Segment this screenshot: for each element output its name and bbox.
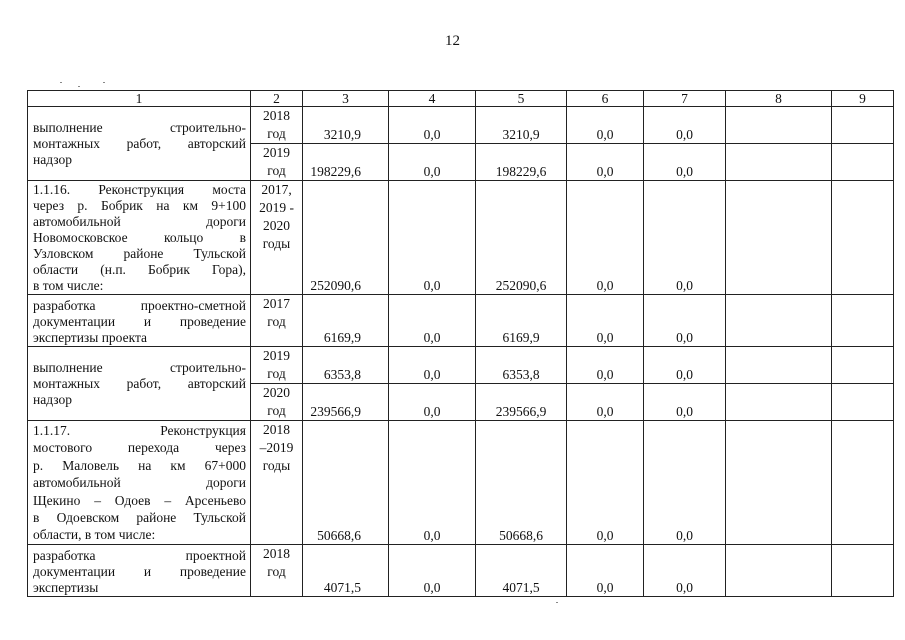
description-line: через р. Бобрик на км 9+100 bbox=[33, 198, 246, 213]
description-line: Щекино – Одоев – Арсеньево bbox=[33, 492, 246, 508]
value-col-3: 198229,6 bbox=[303, 144, 389, 181]
value-col-8 bbox=[726, 347, 832, 384]
value-col-4: 0,0 bbox=[389, 421, 476, 545]
value-col-3: 4071,5 bbox=[303, 544, 389, 596]
value-col-4: 0,0 bbox=[389, 295, 476, 347]
table-row bbox=[28, 107, 894, 144]
scan-speck bbox=[103, 82, 105, 83]
value-col-6: 0,0 bbox=[567, 421, 644, 545]
year-line: год bbox=[267, 366, 286, 381]
value-col-5: 3210,9 bbox=[476, 107, 567, 144]
description-line: автомобильной дороги bbox=[33, 475, 246, 491]
value-col-3: 6169,9 bbox=[303, 295, 389, 347]
value-col-9 bbox=[832, 347, 894, 384]
year-line: 2018 bbox=[263, 545, 290, 561]
description-line: автомобильной дороги bbox=[33, 214, 246, 229]
year-line: 2018 bbox=[263, 108, 290, 123]
row-description bbox=[28, 181, 251, 295]
year-cell bbox=[251, 384, 303, 421]
description-line: надзор bbox=[33, 392, 73, 407]
row-description bbox=[28, 107, 251, 181]
value-col-8 bbox=[726, 421, 832, 545]
description-line: монтажных работ, авторский bbox=[33, 136, 246, 151]
year-line: 2019 - bbox=[259, 200, 294, 215]
value-col-7: 0,0 bbox=[644, 544, 726, 596]
value-col-9 bbox=[832, 181, 894, 295]
description-line: разработка проектной bbox=[33, 547, 246, 563]
value-col-4: 0,0 bbox=[389, 107, 476, 144]
value-col-6: 0,0 bbox=[567, 107, 644, 144]
value-col-6: 0,0 bbox=[567, 544, 644, 596]
value-col-5: 50668,6 bbox=[476, 421, 567, 545]
value-col-6: 0,0 bbox=[567, 295, 644, 347]
year-cell bbox=[251, 295, 303, 347]
description-line: области (н.п. Бобрик Гора), bbox=[33, 262, 246, 277]
year-cell bbox=[251, 144, 303, 181]
description-line: документации и проведение bbox=[33, 563, 246, 579]
value-col-5: 6353,8 bbox=[476, 347, 567, 384]
value-col-6: 0,0 bbox=[567, 347, 644, 384]
value-col-3: 252090,6 bbox=[303, 181, 389, 295]
column-header: 5 bbox=[476, 91, 567, 107]
value-col-9 bbox=[832, 384, 894, 421]
table-row bbox=[28, 181, 894, 295]
value-col-3: 3210,9 bbox=[303, 107, 389, 144]
column-header: 8 bbox=[726, 91, 832, 107]
value-col-6: 0,0 bbox=[567, 144, 644, 181]
table-row bbox=[28, 544, 894, 596]
page-number: 12 bbox=[445, 33, 460, 49]
year-line: 2020 bbox=[263, 385, 290, 400]
scan-speck bbox=[60, 82, 62, 83]
value-col-4: 0,0 bbox=[389, 347, 476, 384]
table-row bbox=[28, 295, 894, 347]
column-header: 9 bbox=[832, 91, 894, 107]
year-line: 2018 bbox=[263, 422, 290, 437]
value-col-4: 0,0 bbox=[389, 384, 476, 421]
value-col-3: 239566,9 bbox=[303, 384, 389, 421]
value-col-8 bbox=[726, 295, 832, 347]
year-line: –2019 bbox=[259, 440, 294, 455]
value-col-7: 0,0 bbox=[644, 421, 726, 545]
value-col-7: 0,0 bbox=[644, 347, 726, 384]
description-line: выполнение строительно- bbox=[33, 360, 246, 375]
description-line: в Одоевском районе Тульской bbox=[33, 510, 246, 526]
value-col-9 bbox=[832, 421, 894, 545]
value-col-4: 0,0 bbox=[389, 181, 476, 295]
column-header: 6 bbox=[567, 91, 644, 107]
value-col-3: 6353,8 bbox=[303, 347, 389, 384]
value-col-8 bbox=[726, 384, 832, 421]
year-cell bbox=[251, 181, 303, 295]
year-cell bbox=[251, 421, 303, 545]
description-line: экспертизы проекта bbox=[33, 330, 148, 345]
description-line: монтажных работ, авторский bbox=[33, 376, 246, 391]
column-header: 3 bbox=[303, 91, 389, 107]
value-col-3: 50668,6 bbox=[303, 421, 389, 545]
value-col-6: 0,0 bbox=[567, 384, 644, 421]
year-line: год bbox=[267, 163, 286, 178]
year-line: 2020 bbox=[263, 218, 290, 233]
value-col-8 bbox=[726, 181, 832, 295]
description-line: надзор bbox=[33, 152, 73, 167]
value-col-7: 0,0 bbox=[644, 384, 726, 421]
column-header: 2 bbox=[251, 91, 303, 107]
budget-table bbox=[27, 90, 894, 597]
table-row bbox=[28, 347, 894, 384]
description-line: в том числе: bbox=[33, 278, 104, 293]
value-col-5: 252090,6 bbox=[476, 181, 567, 295]
table-row bbox=[28, 421, 894, 545]
value-col-9 bbox=[832, 295, 894, 347]
year-line: 2019 bbox=[263, 145, 290, 160]
description-line: мостового перехода через bbox=[33, 440, 246, 456]
value-col-4: 0,0 bbox=[389, 144, 476, 181]
value-col-5: 198229,6 bbox=[476, 144, 567, 181]
value-col-5: 4071,5 bbox=[476, 544, 567, 596]
description-line: Узловском районе Тульской bbox=[33, 246, 246, 261]
value-col-5: 6169,9 bbox=[476, 295, 567, 347]
column-header: 4 bbox=[389, 91, 476, 107]
year-cell bbox=[251, 544, 303, 596]
description-line: 1.1.16. Реконструкция моста bbox=[33, 182, 246, 197]
year-line: год bbox=[267, 563, 286, 579]
row-description bbox=[28, 295, 251, 347]
description-line: р. Маловель на км 67+000 bbox=[33, 457, 246, 473]
description-line: области, в том числе: bbox=[33, 527, 156, 543]
value-col-5: 239566,9 bbox=[476, 384, 567, 421]
row-description bbox=[28, 347, 251, 421]
year-cell bbox=[251, 107, 303, 144]
description-line: документации и проведение bbox=[33, 314, 246, 329]
row-description bbox=[28, 544, 251, 596]
value-col-7: 0,0 bbox=[644, 144, 726, 181]
year-line: 2017 bbox=[263, 296, 290, 311]
description-line: экспертизы bbox=[33, 579, 99, 595]
value-col-9 bbox=[832, 144, 894, 181]
scan-speck bbox=[556, 602, 558, 603]
value-col-7: 0,0 bbox=[644, 295, 726, 347]
description-line: 1.1.17. Реконструкция bbox=[33, 423, 246, 438]
value-col-7: 0,0 bbox=[644, 181, 726, 295]
row-description bbox=[28, 421, 251, 545]
year-cell bbox=[251, 347, 303, 384]
description-line: Новомосковское кольцо в bbox=[33, 230, 246, 245]
year-line: годы bbox=[262, 236, 291, 251]
scan-speck bbox=[78, 86, 80, 87]
table-header-row bbox=[28, 91, 894, 107]
year-line: год bbox=[267, 126, 286, 141]
value-col-7: 0,0 bbox=[644, 107, 726, 144]
year-line: годы bbox=[262, 458, 291, 473]
value-col-8 bbox=[726, 544, 832, 596]
value-col-6: 0,0 bbox=[567, 181, 644, 295]
description-line: разработка проектно-сметной bbox=[33, 298, 246, 313]
year-line: 2019 bbox=[263, 348, 290, 363]
value-col-4: 0,0 bbox=[389, 544, 476, 596]
year-line: 2017, bbox=[261, 182, 292, 197]
value-col-8 bbox=[726, 144, 832, 181]
value-col-9 bbox=[832, 107, 894, 144]
year-line: год bbox=[267, 403, 286, 418]
column-header: 1 bbox=[28, 91, 251, 107]
year-line: год bbox=[267, 314, 286, 329]
description-line: выполнение строительно- bbox=[33, 120, 246, 135]
value-col-8 bbox=[726, 107, 832, 144]
value-col-9 bbox=[832, 544, 894, 596]
column-header: 7 bbox=[644, 91, 726, 107]
